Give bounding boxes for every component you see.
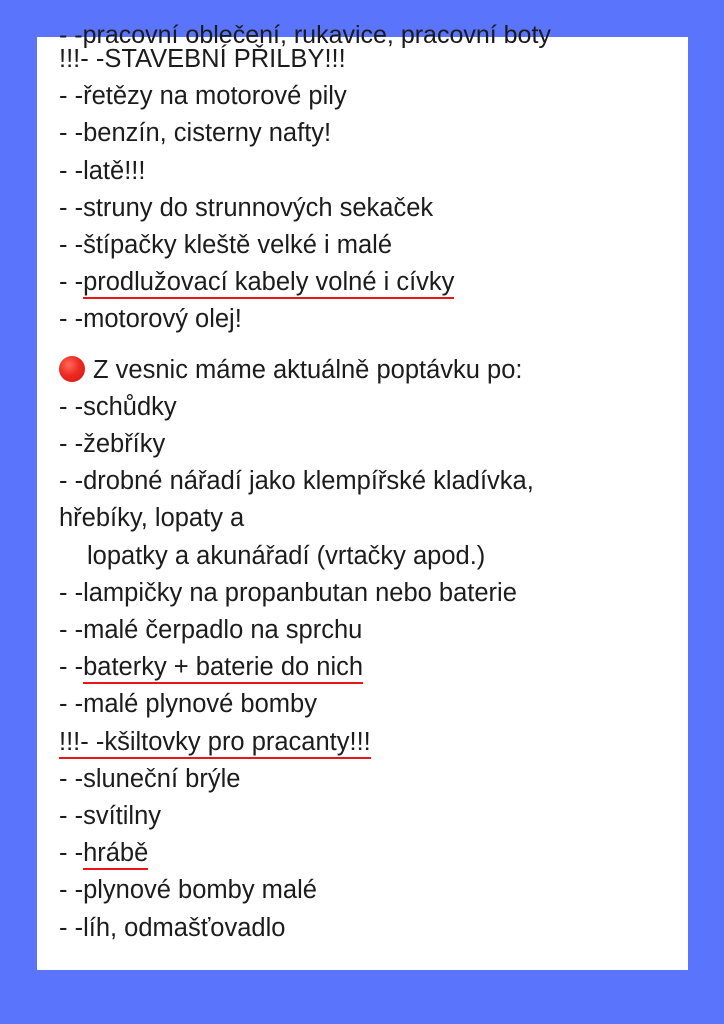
list-item: !!!- -STAVEBNÍ PŘILBY!!!: [59, 45, 346, 73]
list-item-continuation: hřebíky, lopaty a: [59, 504, 245, 533]
list-item: - -struny do strunnových sekaček: [59, 193, 434, 222]
list-item: - -malé čerpadlo na sprchu: [59, 616, 363, 645]
list-item-underlined: - -hrábě: [59, 835, 678, 872]
red-underline-text: hrábě: [83, 839, 148, 870]
cut-off-text: - -pracovní oblečení, rukavice, pracovní boty: [59, 21, 551, 49]
list-item: - -latě!!!: [59, 156, 146, 185]
red-underline-text: !!!- -kšiltovky pro pracanty!!!: [59, 728, 371, 759]
red-circle-icon: [59, 356, 85, 382]
list-item: - -drobné nářadí jako klempířské kladívka,: [59, 467, 534, 496]
list-item: - -schůdky: [59, 392, 177, 421]
document-content: [59, 21, 678, 947]
list-item: - -sluneční brýle: [59, 764, 241, 793]
list-item: - -svítilny: [59, 802, 162, 831]
list-item: - -líh, odmašťovadlo: [59, 913, 286, 942]
list-item-underlined: [59, 724, 678, 761]
red-underline-text: prodlužovací kabely volné i cívky: [83, 268, 454, 299]
list-block-2: [59, 389, 678, 947]
red-underline-text: baterky + baterie do nich: [83, 653, 363, 684]
list-item: - -štípačky kleště velké i malé: [59, 231, 393, 260]
list-item-continuation: lopatky a akunářadí (vrtačky apod.): [87, 541, 486, 570]
list-item: - -řetězy na motorové pily: [59, 82, 347, 111]
list-item-underlined: - -prodlužovací kabely volné i cívky: [59, 264, 678, 301]
list-block-1: [59, 41, 678, 339]
document-card: [37, 21, 688, 970]
list-item: - -plynové bomby malé: [59, 876, 317, 905]
list-item: - -benzín, cisterny nafty!: [59, 119, 332, 148]
list-item-underlined: - -baterky + baterie do nich: [59, 649, 678, 686]
list-item: - -žebříky: [59, 430, 166, 459]
list-item: - -lampičky na propanbutan nebo baterie: [59, 578, 517, 607]
list-item: - -malé plynové bomby: [59, 690, 317, 719]
cut-off-line: [59, 21, 678, 49]
paragraph-gap: [59, 339, 678, 352]
list-item: - -motorový olej!: [59, 305, 242, 334]
section-heading: Z vesnic máme aktuálně poptávku po:: [59, 352, 678, 389]
